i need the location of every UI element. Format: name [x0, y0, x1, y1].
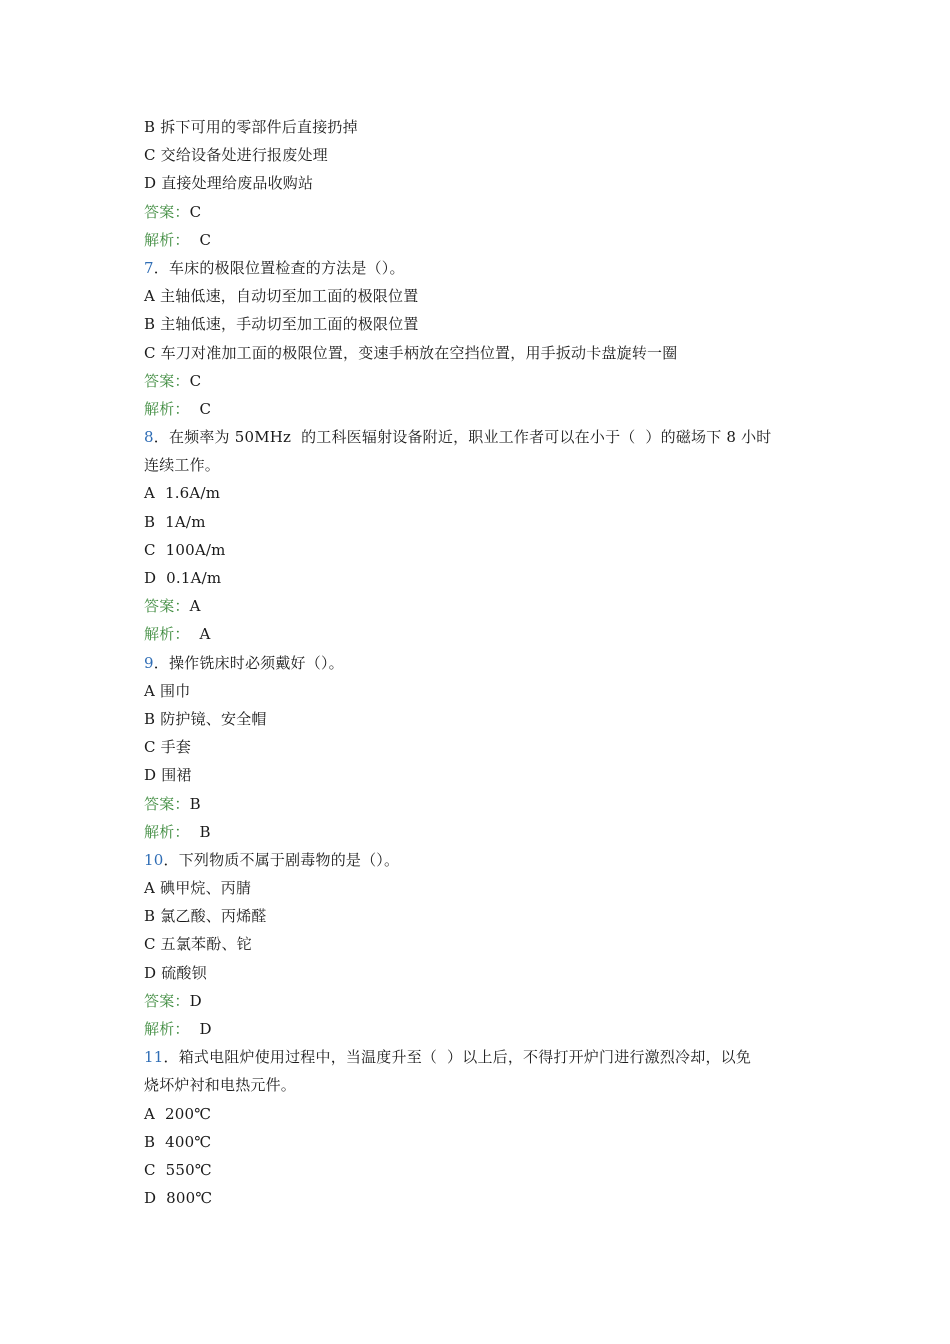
q10-stem — [144, 846, 814, 874]
q8-stem-line2: 连续工作。 — [144, 456, 221, 475]
answer-label: 答案： — [144, 202, 190, 221]
q9-stem — [144, 649, 814, 677]
q9-answer — [144, 790, 814, 818]
question-text: ．下列物质不属于剧毒物的是（）。 — [163, 850, 400, 869]
q7-option-b: B 主轴低速，手动切至加工面的极限位置 — [144, 315, 419, 334]
q8-analysis — [144, 620, 814, 648]
question-text: ．在频率为 50MHz 的工科医辐射设备附近，职业工作者可以在小于（ ）的磁场下 8 小时 — [153, 428, 772, 447]
analysis-value: A — [199, 625, 211, 644]
q11-option-c: C 550℃ — [144, 1160, 212, 1179]
q11-stem-line2: 烧坏炉衬和电热元件。 — [144, 1076, 297, 1095]
answer-label: 答案： — [144, 597, 190, 616]
q6-analysis — [144, 226, 814, 254]
question-number: 11 — [144, 1048, 164, 1067]
q10-option-d: D 硫酸钡 — [144, 963, 207, 982]
analysis-value: B — [199, 822, 211, 841]
q10-option-c: C 五氯苯酚、铊 — [144, 935, 252, 954]
answer-value: C — [189, 202, 202, 221]
q6-option-d: D 直接处理给废品收购站 — [144, 174, 314, 193]
q6-option-b: B 拆下可用的零部件后直接扔掉 — [144, 118, 358, 136]
q10-option-b: B 氯乙酸、丙烯醛 — [144, 907, 267, 926]
analysis-label: 解析： — [144, 399, 190, 418]
q9-option-c: C 手套 — [144, 738, 192, 757]
answer-value: A — [189, 597, 201, 616]
q10-option-a: A 碘甲烷、丙腈 — [144, 879, 252, 898]
answer-value: D — [189, 991, 202, 1010]
q6-option-c: C 交给设备处进行报废处理 — [144, 146, 328, 165]
analysis-label: 解析： — [144, 1020, 190, 1038]
answer-label: 答案： — [144, 991, 190, 1010]
question-text: ．车床的极限位置检查的方法是（）。 — [153, 258, 405, 277]
q7-answer — [144, 367, 814, 395]
answer-value: C — [189, 371, 202, 390]
question-number: 8 — [144, 428, 154, 447]
answer-label: 答案： — [144, 794, 190, 813]
q9-analysis — [144, 818, 814, 846]
analysis-label: 解析： — [144, 230, 190, 249]
q9-option-a: A 围巾 — [144, 681, 191, 700]
analysis-value: D — [199, 1020, 212, 1038]
answer-value: B — [189, 794, 201, 813]
analysis-label: 解析： — [144, 822, 190, 841]
question-number: 7 — [144, 258, 154, 277]
q9-option-d: D 围裙 — [144, 766, 192, 785]
q8-option-b: B 1A/m — [144, 512, 206, 531]
q8-stem-line1 — [144, 423, 814, 451]
q11-option-a: A 200℃ — [144, 1104, 212, 1123]
q11-option-d: D 800℃ — [144, 1189, 213, 1208]
q10-answer — [144, 987, 814, 1015]
answer-label: 答案： — [144, 371, 190, 390]
analysis-value: C — [199, 230, 212, 249]
q11-stem-line1 — [144, 1043, 814, 1071]
q7-analysis — [144, 395, 814, 423]
q7-option-c: C 车刀对准加工面的极限位置，变速手柄放在空挡位置，用手扳动卡盘旋转一圈 — [144, 343, 678, 362]
q8-option-c: C 100A/m — [144, 540, 226, 559]
q8-option-d: D 0.1A/m — [144, 569, 222, 587]
q11-option-b: B 400℃ — [144, 1132, 212, 1151]
question-number: 10 — [144, 850, 164, 869]
q8-answer — [144, 592, 814, 620]
q8-option-a: A 1.6A/m — [144, 484, 221, 503]
document-page — [144, 113, 814, 1212]
q7-option-a: A 主轴低速，自动切至加工面的极限位置 — [144, 287, 419, 306]
question-number: 9 — [144, 653, 154, 672]
q7-stem — [144, 254, 814, 282]
question-text: ．操作铣床时必须戴好（）。 — [153, 653, 344, 672]
analysis-label: 解析： — [144, 625, 190, 644]
analysis-value: C — [199, 399, 212, 418]
q6-answer — [144, 198, 814, 226]
q10-analysis — [144, 1015, 814, 1043]
question-text: ．箱式电阻炉使用过程中，当温度升至（ ）以上后，不得打开炉门进行激烈冷却，以免 — [163, 1048, 752, 1067]
q9-option-b: B 防护镜、安全帽 — [144, 709, 267, 728]
